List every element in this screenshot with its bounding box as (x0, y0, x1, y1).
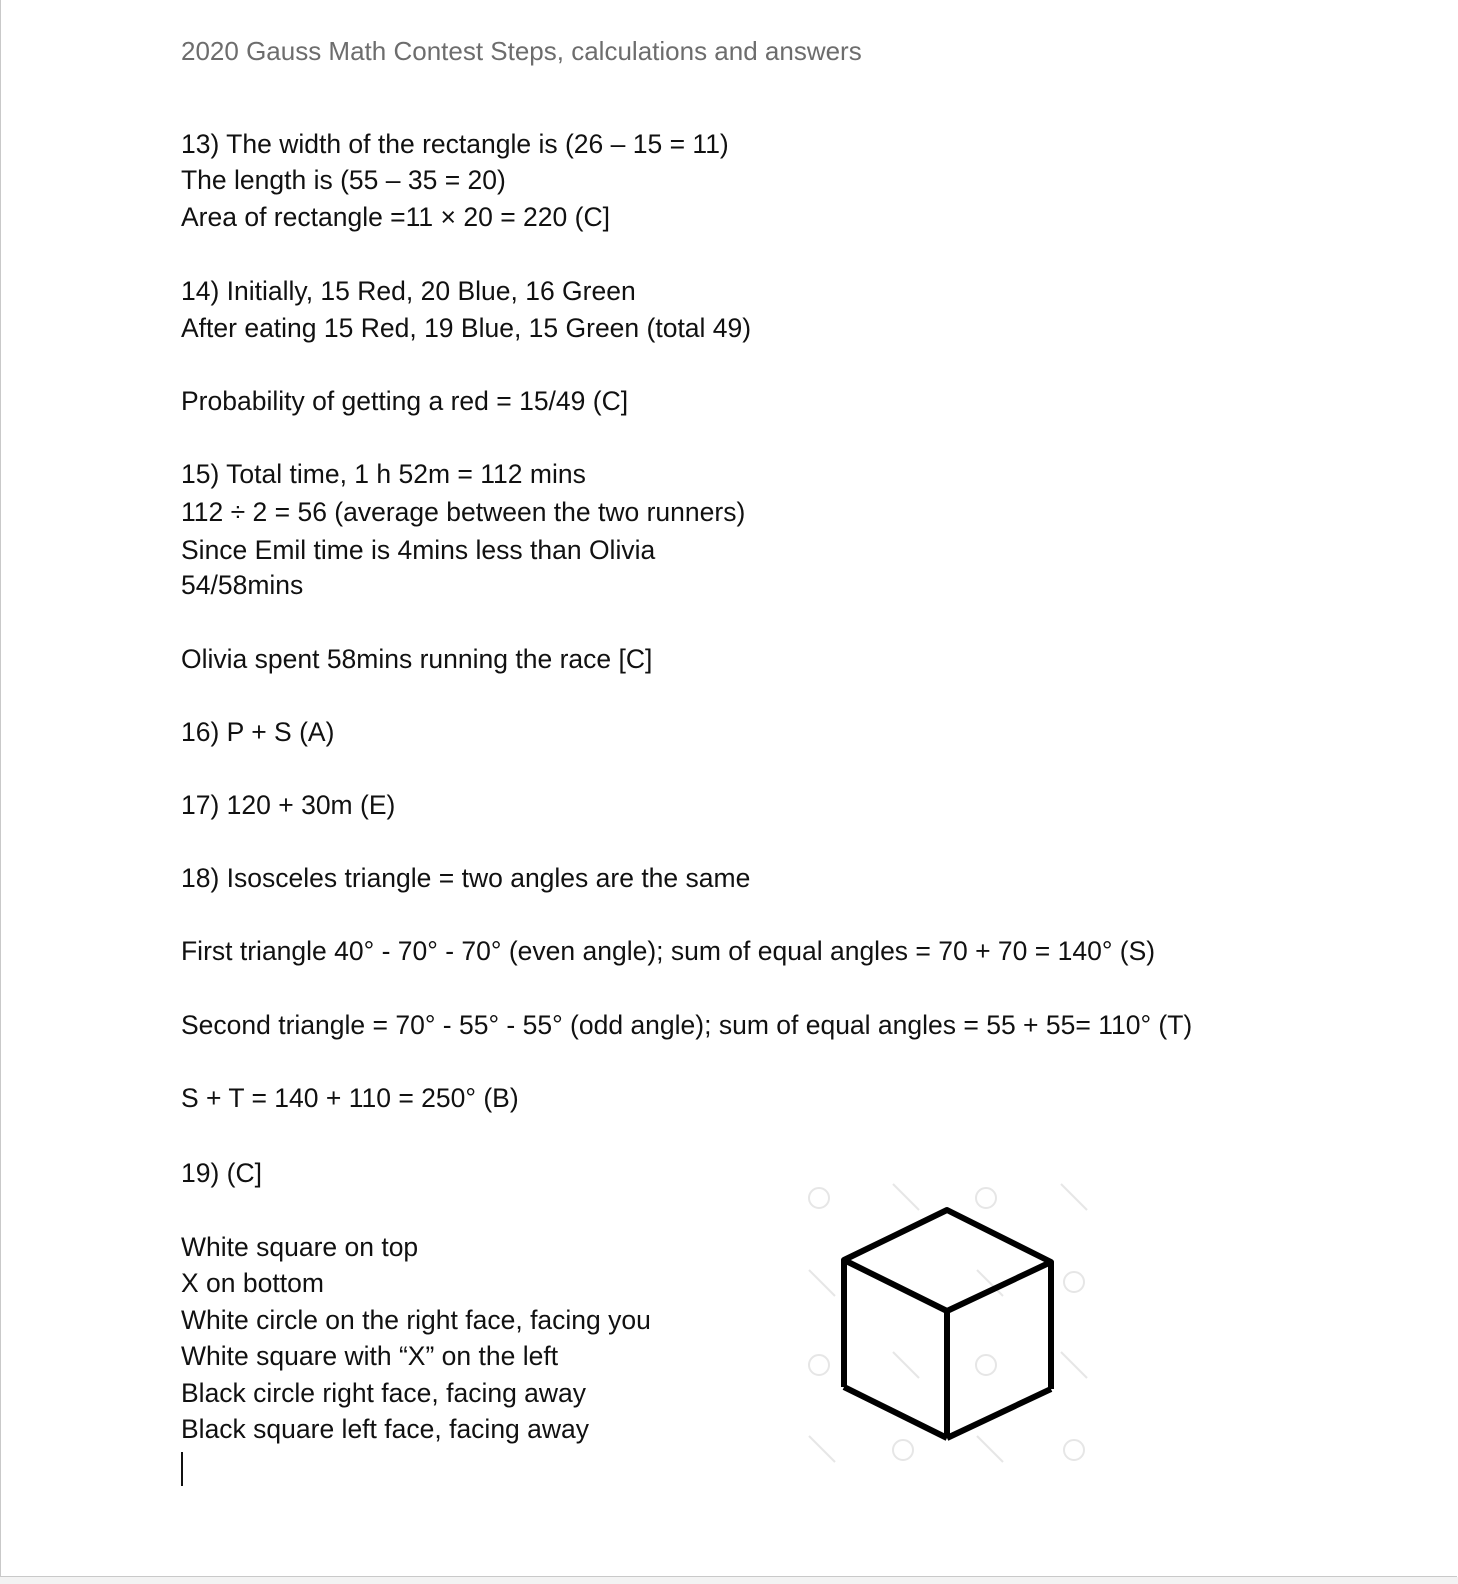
cube-icon (791, 1170, 1111, 1470)
text-line[interactable]: The length is (55 – 35 = 20) (181, 165, 506, 195)
text-line[interactable]: Black square left face, facing away (181, 1414, 590, 1444)
text-line[interactable]: First triangle 40° - 70° - 70° (even angle); sum of equal angles = 70 + 70 = 140° (S) (181, 936, 1156, 966)
text-line[interactable]: 13) The width of the rectangle is (26 – 15 = 11) (181, 129, 729, 159)
text-line[interactable]: Since Emil time is 4mins less than Olivia (181, 535, 656, 565)
page-gap (0, 1577, 1458, 1584)
text-line[interactable]: Second triangle = 70° - 55° - 55° (odd angle); sum of equal angles = 55 + 55= 110° (T) (181, 1010, 1193, 1040)
document-header: 2020 Gauss Math Contest Steps, calculations and answers (181, 36, 862, 66)
text-line[interactable]: Probability of getting a red = 15/49 (C] (181, 386, 629, 416)
text-line[interactable]: Olivia spent 58mins running the race [C] (181, 644, 653, 674)
text-line[interactable]: Area of rectangle =11 × 20 = 220 (C] (181, 202, 610, 232)
text-line[interactable]: 18) Isosceles triangle = two angles are the same (181, 863, 751, 893)
text-line[interactable]: 112 ÷ 2 = 56 (average between the two runners) (181, 497, 746, 527)
text-line[interactable]: X on bottom (181, 1268, 324, 1298)
text-line[interactable]: White square on top (181, 1232, 419, 1262)
text-line[interactable]: S + T = 140 + 110 = 250° (B) (181, 1083, 519, 1113)
text-line[interactable]: Black circle right face, facing away (181, 1378, 587, 1408)
cube-outline (844, 1210, 1051, 1438)
text-line[interactable]: After eating 15 Red, 19 Blue, 15 Green (total 49) (181, 313, 752, 343)
text-line[interactable]: 54/58mins (181, 570, 304, 600)
text-line[interactable]: White circle on the right face, facing you (181, 1305, 651, 1335)
text-line[interactable]: 16) P + S (A) (181, 717, 335, 747)
text-line[interactable]: 14) Initially, 15 Red, 20 Blue, 16 Green (181, 276, 636, 306)
text-line[interactable]: 15) Total time, 1 h 52m = 112 mins (181, 459, 586, 489)
text-line[interactable]: White square with “X” on the left (181, 1341, 559, 1371)
text-line[interactable]: 17) 120 + 30m (E) (181, 790, 396, 820)
text-line[interactable]: 19) (C] (181, 1158, 262, 1188)
text-cursor (181, 1452, 183, 1486)
